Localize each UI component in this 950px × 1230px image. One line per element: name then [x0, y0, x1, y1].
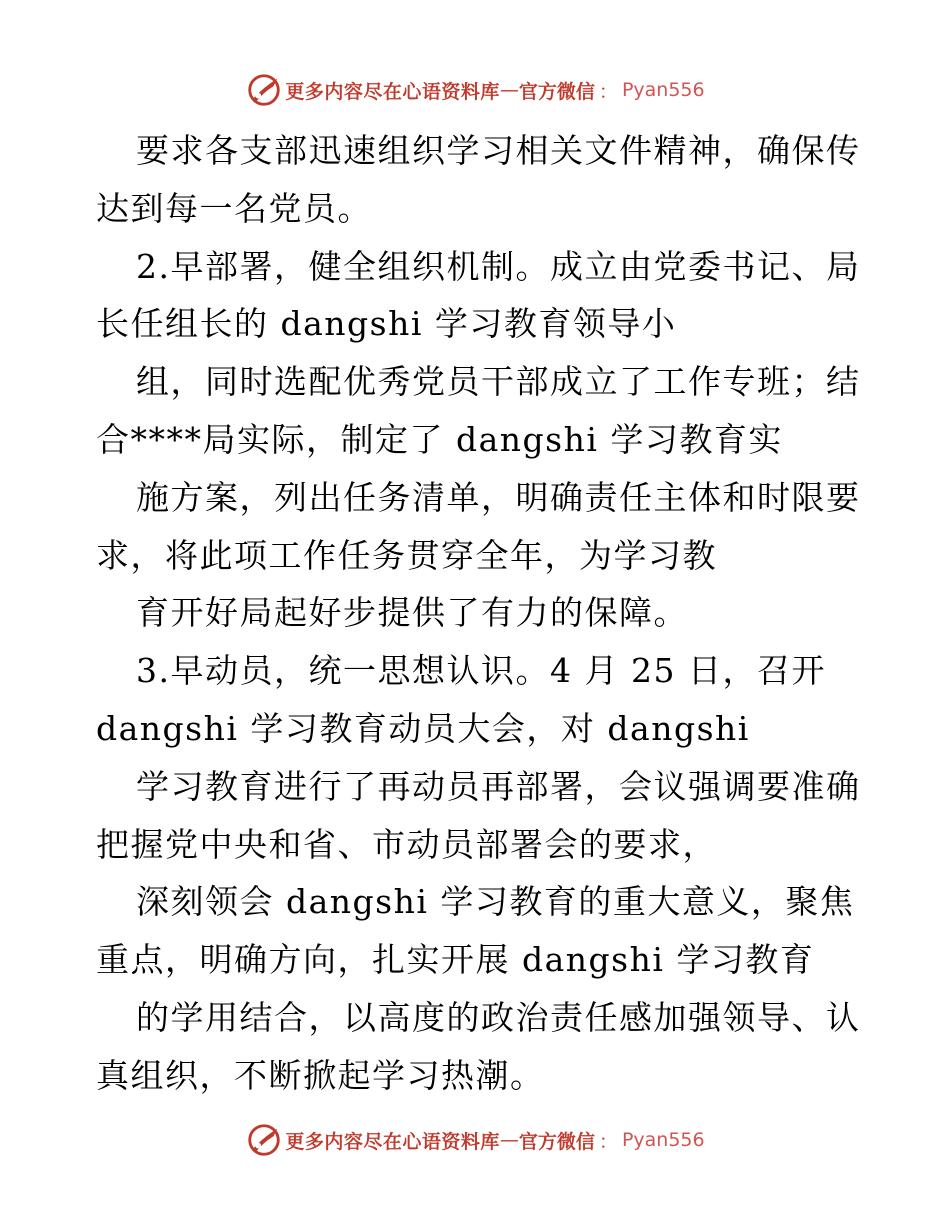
text-line: 组，同时选配优秀党员干部成立了工作专班；结 [136, 362, 861, 402]
header-watermark [0, 70, 950, 110]
text-line: 深刻领会 dangshi 学习教育的重大意义，聚焦 [136, 882, 855, 922]
text-line: 达到每一名党员。 [96, 188, 372, 228]
text-line: 的学用结合，以高度的政治责任感加强领导、认 [136, 997, 861, 1037]
text-line: 学习教育进行了再动员再部署，会议强调要准确 [136, 766, 861, 806]
text-line: 要求各支部迅速组织学习相关文件精神，确保传 [136, 131, 861, 170]
text-line: 3.早动员，统一思想认识。4 月 25 日，召开 [136, 651, 826, 691]
watermark-label: 官方微信 [518, 80, 595, 103]
text-line: 真组织，不断掀起学习热潮。 [96, 1055, 545, 1095]
text-line: 重点，明确方向，扎实开展 dangshi 学习教育 [96, 940, 815, 980]
text-line: 施方案，列出任务清单，明确责任主体和时限要 [136, 477, 861, 517]
watermark-id: Pyan556 [621, 1129, 705, 1151]
watermark-id: Pyan556 [621, 79, 705, 101]
text-line: 把握党中央和省、市动员部署会的要求， [96, 824, 717, 864]
pen-logo-icon [245, 1121, 283, 1159]
text-line: 2.早部署，健全组织机制。成立由党委书记、局 [136, 246, 861, 286]
watermark-colon: ： [598, 80, 618, 103]
pen-logo-icon [245, 71, 283, 109]
text-line: 求，将此项工作任务贯穿全年，为学习教 [96, 535, 717, 575]
text-line: 长任组长的 dangshi 学习教育领导小 [96, 304, 677, 344]
watermark-dash: — [499, 1129, 519, 1151]
text-line: 育开好局起好步提供了有力的保障。 [136, 593, 688, 633]
text-line: dangshi 学习教育动员大会，对 dangshi [96, 708, 750, 748]
document-body [96, 122, 866, 1105]
watermark-colon: ： [598, 1130, 618, 1153]
text-line: 合****局实际，制定了 dangshi 学习教育实 [96, 419, 783, 459]
footer-watermark [0, 1120, 950, 1160]
watermark-label: 官方微信 [518, 1130, 595, 1153]
watermark-text: 更多内容尽在心语资料库 [285, 80, 500, 103]
watermark-dash: — [499, 79, 519, 101]
watermark-text: 更多内容尽在心语资料库 [285, 1130, 500, 1153]
